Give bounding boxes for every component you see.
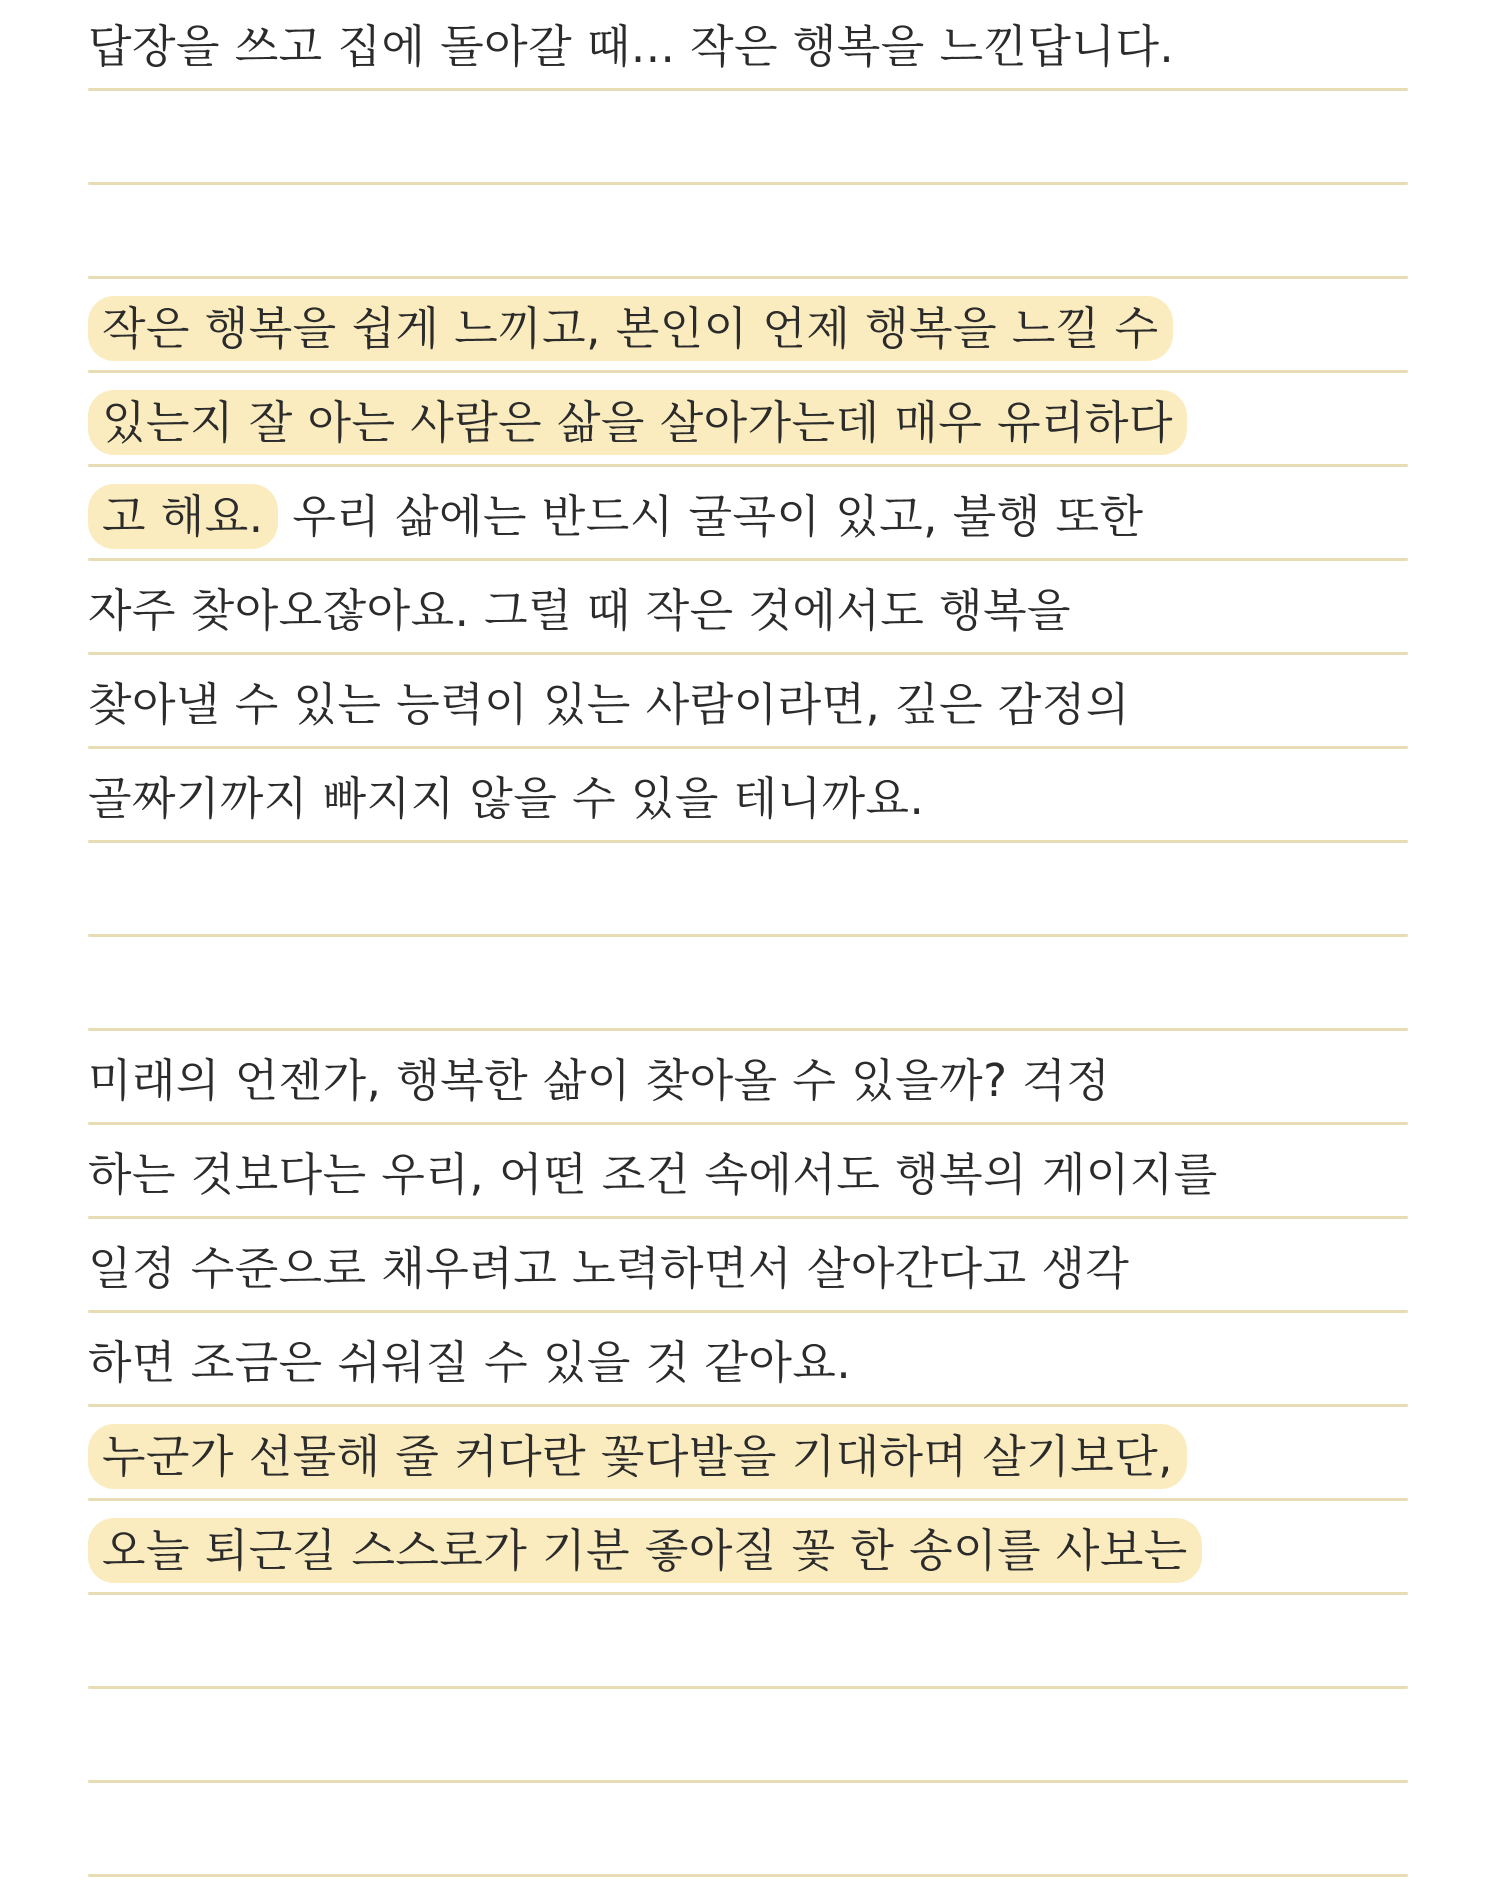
highlighted-text: 고 해요. [88, 484, 278, 549]
plain-text: 찾아낼 수 있는 능력이 있는 사람이라면, 깊은 감정의 [88, 678, 1130, 731]
rule-line [88, 1686, 1408, 1689]
note-line [88, 1034, 1412, 1128]
note-line [88, 658, 1412, 752]
rule-line [88, 1874, 1408, 1877]
plain-text: 하는 것보다는 우리, 어떤 조건 속에서도 행복의 게이지를 [88, 1148, 1218, 1201]
note-line [88, 1128, 1412, 1222]
highlighted-text: 작은 행복을 쉽게 느끼고, 본인이 언제 행복을 느낄 수 [88, 296, 1173, 361]
note-line [88, 1504, 1412, 1598]
note-line [88, 1222, 1412, 1316]
plain-text: 답장을 쓰고 집에 돌아갈 때... 작은 행복을 느낀답니다. [88, 20, 1175, 73]
note-line [88, 282, 1412, 376]
highlighted-text: 누군가 선물해 줄 커다란 꽃다발을 기대하며 살기보단, [88, 1424, 1187, 1489]
note-line [88, 94, 1412, 188]
note-line [88, 470, 1412, 564]
note-line [88, 752, 1412, 846]
note-line [88, 0, 1412, 94]
rule-line [88, 1780, 1408, 1783]
highlighted-text: 있는지 잘 아는 사람은 삶을 살아가는데 매우 유리하다 [88, 390, 1187, 455]
plain-text: 자주 찾아오잖아요. 그럴 때 작은 것에서도 행복을 [88, 584, 1072, 637]
note-line [88, 940, 1412, 1034]
plain-text: 일정 수준으로 채우려고 노력하면서 살아간다고 생각 [88, 1242, 1130, 1295]
plain-text: 우리 삶에는 반드시 굴곡이 있고, 불행 또한 [277, 490, 1144, 543]
plain-text: 미래의 언젠가, 행복한 삶이 찾아올 수 있을까? 걱정 [88, 1054, 1111, 1107]
note-line [88, 188, 1412, 282]
highlighted-text: 오늘 퇴근길 스스로가 기분 좋아질 꽃 한 송이를 사보는 [88, 1518, 1202, 1583]
note-line [88, 564, 1412, 658]
note-line [88, 846, 1412, 940]
note-line [88, 376, 1412, 470]
note-line [88, 1316, 1412, 1410]
plain-text: 골짜기까지 빠지지 않을 수 있을 테니까요. [88, 772, 925, 825]
plain-text: 하면 조금은 쉬워질 수 있을 것 같아요. [88, 1336, 852, 1389]
note-line [88, 1410, 1412, 1504]
